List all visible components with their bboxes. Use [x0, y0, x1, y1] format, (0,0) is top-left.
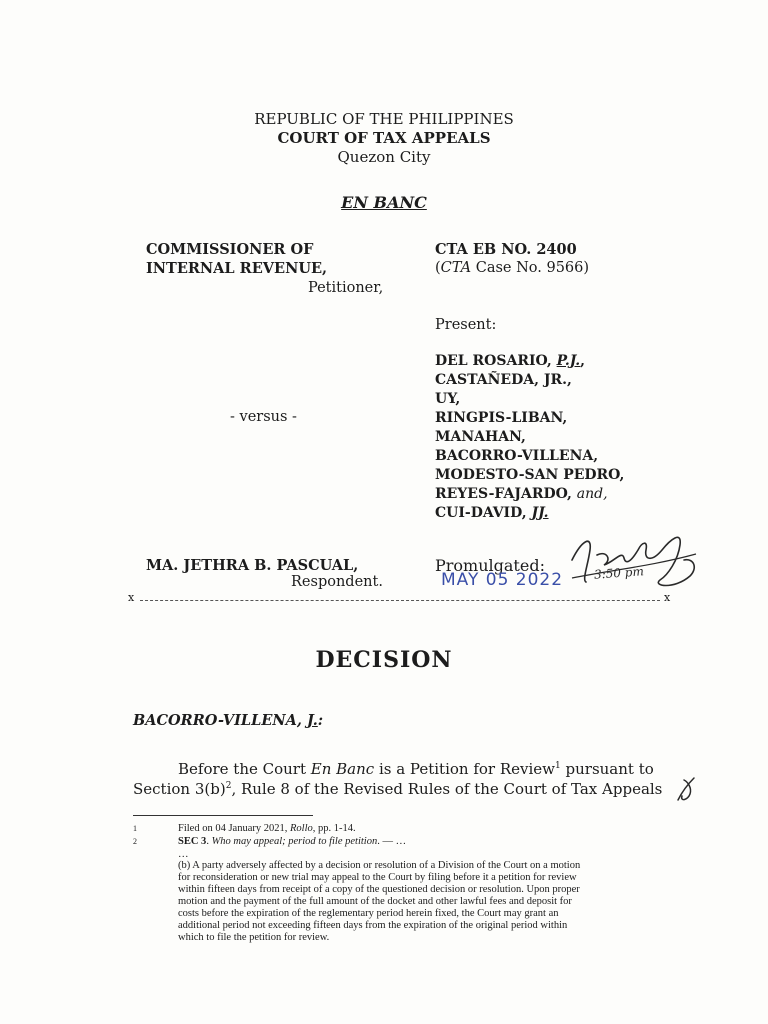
promulgated-label: Promulgated: — [435, 556, 545, 575]
petitioner-role: Petitioner, — [308, 280, 384, 296]
justice-2: CASTAÑEDA, JR., — [435, 372, 572, 388]
division-heading: EN BANC — [341, 193, 427, 212]
decision-title: DECISION — [315, 647, 453, 673]
justice-7: MODESTO-SAN PEDRO, — [435, 467, 625, 483]
footnote-2-number: 2 — [133, 837, 137, 846]
ponente: BACORRO-VILLENA, J.: — [133, 712, 324, 729]
separator-right-x: x — [664, 591, 671, 604]
justice-6: BACORRO-VILLENA, — [435, 448, 599, 464]
separator-left-x: x — [128, 591, 135, 604]
footnote-1-number: 1 — [133, 824, 137, 833]
promulgation-date-stamp: MAY 05 2022 — [441, 570, 564, 590]
petitioner-line2: INTERNAL REVENUE, — [146, 260, 328, 277]
city-heading: Quezon City — [337, 148, 431, 166]
footnote-2-ellipsis: … — [178, 849, 189, 860]
present-label: Present: — [435, 317, 497, 333]
footnote-2-heading: SEC 3. Who may appeal; period to file petition. — … — [178, 836, 407, 847]
respondent-role: Respondent. — [291, 574, 383, 590]
body-line-2: Section $3(b)^2$, Rule 8 of the Revised Rules of the Court of Tax Appeals — [133, 780, 663, 798]
case-sub-number: (CTA Case No. 9566) — [435, 260, 590, 276]
body-line-1: Before the Court En Banc is a Petition for Review$^1$ pursuant to — [178, 760, 654, 778]
signature-icon — [552, 520, 702, 600]
court-heading: COURT OF TAX APPEALS — [277, 129, 491, 147]
justice-4: RINGPIS-LIBAN, — [435, 410, 568, 426]
justice-9: CUI-DAVID, JJ. — [435, 505, 549, 521]
footnote-2-body: (b) A party adversely affected by a decision or resolution of a Division of the Court on a motion for reconsideration or new trial may appeal to the Court by filing before it a petition for review within fifteen days from receipt of a copy of the questioned decision or resolution. Upon proper motion and the payment of the full amount of the docket and other lawful fees and deposit for costs before the expiration of the reglementary period herein fixed, the Court may grant an additional period not exceeding fifteen days from the expiration of the original period within which to file the petition for review. — [178, 860, 581, 943]
case-number: CTA EB NO. 2400 — [435, 241, 577, 258]
justice-3: UY, — [435, 391, 461, 407]
initial-mark-icon — [674, 774, 700, 804]
justices-list — [435, 352, 624, 523]
footnote-1-text: Filed on 04 January 2021, Rollo, pp. 1-14. — [178, 823, 356, 834]
respondent-name: MA. JETHRA B. PASCUAL, — [146, 557, 359, 574]
footnote-rule — [133, 815, 313, 816]
petitioner-line1: COMMISSIONER OF — [146, 241, 314, 258]
republic-heading: REPUBLIC OF THE PHILIPPINES — [254, 110, 514, 128]
justice-5: MANAHAN, — [435, 429, 526, 445]
separator-dashed-line — [140, 600, 660, 601]
justice-8: REYES-FAJARDO, and, — [435, 486, 608, 502]
justice-1: DEL ROSARIO, P.J., — [435, 353, 586, 369]
promulgation-time-note: 3:50 pm — [593, 564, 645, 582]
versus-label: - versus - — [230, 409, 297, 425]
